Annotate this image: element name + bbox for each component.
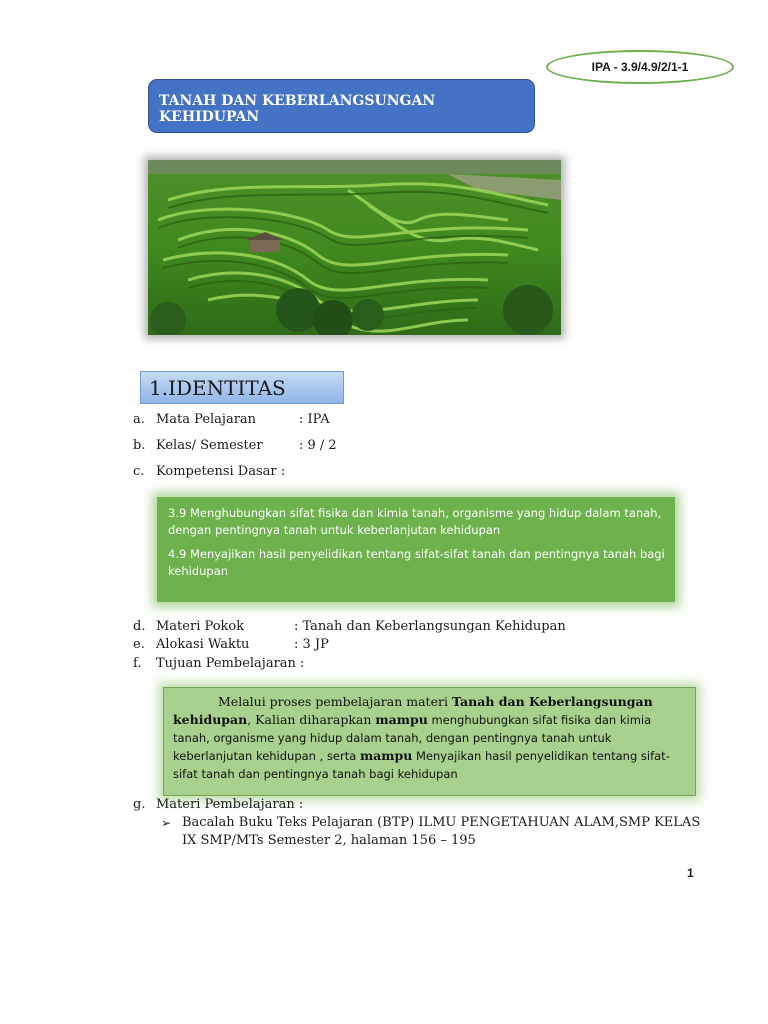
row-label: Mata Pelajaran	[156, 412, 257, 427]
materi-line: IX SMP/MTs Semester 2, halaman 156 – 195	[182, 833, 476, 848]
row-label: Materi Pokok	[156, 619, 245, 634]
page-number: 1	[687, 866, 694, 880]
row-value: : 3 JP	[294, 637, 329, 652]
tujuan-text: Menyajikan hasil penyelidikan tentang sifat-sifat tanah dan pentingnya tanah bagi kehidupan	[173, 749, 670, 781]
document-code: IPA - 3.9/4.9/2/1-1	[591, 60, 689, 74]
arrowhead-bullet-icon: ➢	[161, 816, 172, 830]
row-value: : Tanah dan Keberlangsungan Kehidupan	[294, 619, 566, 634]
tujuan-text: Melalui proses pembelajaran materi	[218, 694, 452, 709]
kompetensi-item: 3.9 Menghubungkan sifat fisika dan kimia tanah, organisme yang hidup dalam tanah, dengan pentingnya tanah untuk keberlanjutan kehidupan	[168, 506, 662, 537]
identity-row	[133, 437, 337, 455]
row-label: Alokasi Waktu	[156, 637, 250, 652]
row-marker: f.	[133, 656, 142, 671]
materi-item	[161, 814, 701, 833]
tujuan-text: , Kalian diharapkan	[247, 712, 376, 727]
row-value: : 9 / 2	[299, 438, 337, 453]
identity-row	[133, 636, 329, 654]
identity-row	[133, 655, 305, 673]
row-marker: b.	[133, 438, 146, 453]
row-marker: e.	[133, 637, 145, 652]
identity-row	[133, 411, 330, 429]
row-value: : IPA	[299, 412, 330, 427]
rice-terrace-photo	[148, 160, 561, 335]
kompetensi-item: 4.9 Menyajikan hasil penyelidikan tentang sifat-sifat tanah dan pentingnya tanah bagi kehidupan	[168, 547, 665, 578]
document-code-badge	[546, 50, 734, 84]
page-title: TANAH DAN KEBERLANGSUNGAN KEHIDUPAN	[148, 79, 535, 133]
row-marker: g.	[133, 797, 146, 812]
row-label: Kelas/ Semester	[156, 438, 263, 453]
materi-row	[133, 796, 304, 814]
tujuan-text: menghubungkan sifat fisika dan kimia tanah, organisme yang hidup dalam tanah, dengan pentingnya tanah untuk keberlanjutan kehidupan , serta	[173, 713, 652, 763]
tujuan-bold: Tanah dan Keberlangsungan	[451, 694, 653, 709]
row-label: Tujuan Pembelajaran :	[156, 656, 305, 671]
kompetensi-dasar-box	[157, 497, 675, 602]
row-label: Kompetensi Dasar :	[156, 464, 286, 479]
identity-row	[133, 618, 566, 636]
rice-terrace-illustration	[148, 160, 561, 335]
tujuan-bold: mampu	[359, 748, 413, 763]
row-marker: a.	[133, 412, 145, 427]
identity-row	[133, 463, 286, 481]
row-label: Materi Pembelajaran :	[156, 797, 304, 812]
tujuan-pembelajaran-box	[163, 687, 696, 796]
materi-line: Bacalah Buku Teks Pelajaran (BTP) ILMU PENGETAHUAN ALAM,SMP KELAS	[182, 815, 701, 830]
row-marker: d.	[133, 619, 146, 634]
tujuan-bold: mampu	[375, 712, 428, 727]
tujuan-bold: kehidupan	[173, 712, 248, 727]
section-heading: 1.IDENTITAS	[140, 371, 344, 404]
row-marker: c.	[133, 464, 145, 479]
